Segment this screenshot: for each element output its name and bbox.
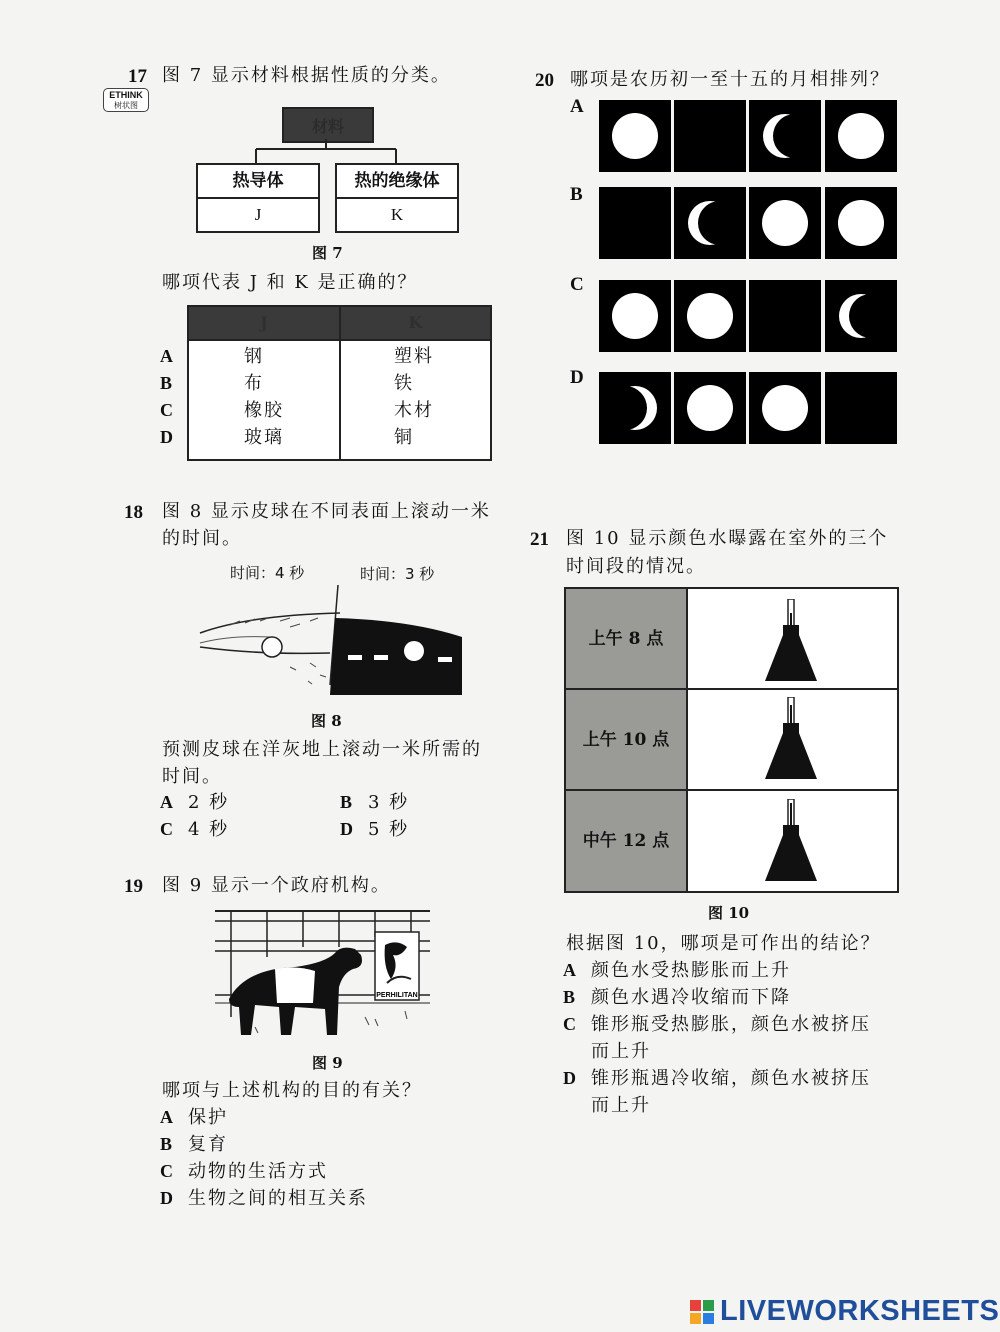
table-divider <box>339 339 341 459</box>
q17-row-c[interactable] <box>160 397 188 424</box>
option-letter: B <box>160 1134 175 1154</box>
q20-letter-b[interactable]: B <box>570 184 583 205</box>
row-c-k: 木材 <box>394 400 434 421</box>
row-b-k: 铁 <box>394 373 414 394</box>
moon-phase-full <box>749 187 821 259</box>
row-letter: B <box>160 373 175 393</box>
full-moon-shape <box>612 293 658 339</box>
option-letter: D <box>563 1068 578 1088</box>
q18-number: 18 <box>124 502 143 523</box>
option-letter: B <box>563 987 578 1007</box>
row-divider-1 <box>566 688 897 690</box>
full-moon-shape <box>612 113 658 159</box>
q21-text1: 图 10 显示颜色水曝露在室外的三个 <box>566 528 889 549</box>
diagram-root: 材料 <box>282 107 374 143</box>
full-moon-shape <box>687 385 733 431</box>
moon-phase-new <box>599 187 671 259</box>
fig10-table <box>564 587 899 893</box>
time-12pm: 中午 12 点 <box>582 831 670 851</box>
row-a-k: 塑料 <box>394 346 434 367</box>
option-letter: C <box>160 819 175 839</box>
q21-option-c-line2: 而上升 <box>591 1041 651 1062</box>
q17-row-a[interactable] <box>160 343 188 370</box>
q17-table <box>187 305 492 461</box>
moon-phase-new <box>749 280 821 352</box>
option-letter: C <box>563 1014 578 1034</box>
option-letter: D <box>340 819 355 839</box>
crescent-shadow <box>849 294 893 338</box>
row-d-k: 铜 <box>394 427 414 448</box>
option-text: 动物的生活方式 <box>188 1161 328 1182</box>
left-val: J <box>254 205 262 224</box>
full-moon-shape <box>838 113 884 159</box>
option-text: 颜色水受热膨胀而上升 <box>591 960 791 981</box>
liveworksheets-watermark <box>690 1295 999 1328</box>
time-left: 时间：4 秒 <box>230 564 305 582</box>
moon-phase-full <box>674 280 746 352</box>
moon-phase-full <box>599 100 671 172</box>
row-d-j: 玻璃 <box>244 427 284 448</box>
option-text: 锥形瓶受热膨胀，颜色水被挤压 <box>591 1014 871 1035</box>
moon-phase-crescent-right <box>825 280 897 352</box>
logo-line1: ETHINK <box>109 90 143 100</box>
col-divider <box>686 589 688 891</box>
header-j: J <box>189 307 341 339</box>
liveworksheets-logo-icon <box>690 1300 714 1324</box>
full-moon-shape <box>762 385 808 431</box>
full-moon-shape <box>838 200 884 246</box>
flask-icon-2 <box>761 697 821 781</box>
moon-phase-crescent-right <box>674 187 746 259</box>
row-letter: C <box>160 400 175 420</box>
right-val: K <box>390 205 404 224</box>
row-divider-2 <box>566 789 897 791</box>
diagram-left-box <box>196 163 320 233</box>
q17-prompt: 哪项代表 J 和 K 是正确的？ <box>162 272 418 293</box>
right-head: 热的绝缘体 <box>337 165 457 199</box>
fig7-caption: 图 7 <box>312 244 343 262</box>
moon-phase-new <box>674 100 746 172</box>
option-text: 3 秒 <box>368 792 410 813</box>
q19-option-c[interactable] <box>160 1158 328 1185</box>
q21-number: 21 <box>530 529 549 550</box>
moon-phase-full <box>674 372 746 444</box>
moon-phase-crescent-right <box>749 100 821 172</box>
q19-number: 19 <box>124 876 143 897</box>
q18-option-d[interactable] <box>340 816 409 843</box>
option-letter: A <box>160 1107 175 1127</box>
option-letter: A <box>160 792 175 812</box>
q18-option-b[interactable] <box>340 789 409 816</box>
option-letter: B <box>340 792 355 812</box>
q21-option-a[interactable] <box>563 957 791 984</box>
moon-phase-new <box>825 372 897 444</box>
q20-number: 20 <box>535 70 554 91</box>
full-moon-shape <box>762 200 808 246</box>
fig10-caption: 图 10 <box>708 904 750 922</box>
option-text: 2 秒 <box>188 792 230 813</box>
q21-option-d[interactable] <box>563 1065 871 1092</box>
row-a-j: 钢 <box>244 346 264 367</box>
flask-icon-1 <box>761 599 821 683</box>
option-text: 颜色水遇冷收缩而下降 <box>591 987 791 1008</box>
time-8am: 上午 8 点 <box>588 629 664 649</box>
row-letter: D <box>160 427 175 447</box>
q21-option-d-line2: 而上升 <box>591 1095 651 1116</box>
option-text: 复育 <box>188 1134 228 1155</box>
header-k: K <box>408 313 423 332</box>
q21-prompt: 根据图 10，哪项是可作出的结论？ <box>566 933 881 954</box>
q20-text: 哪项是农历初一至十五的月相排列？ <box>570 69 890 90</box>
option-text: 生物之间的相互关系 <box>188 1188 368 1209</box>
option-letter: A <box>563 960 578 980</box>
full-moon-shape <box>687 293 733 339</box>
q17-row-d[interactable] <box>160 424 188 451</box>
row-letter: A <box>160 346 175 366</box>
q21-option-b[interactable] <box>563 984 791 1011</box>
row-c-j: 橡胶 <box>244 400 284 421</box>
q18-text1: 图 8 显示皮球在不同表面上滚动一米 <box>162 501 491 522</box>
q18-prompt2: 时间。 <box>162 766 222 787</box>
option-text: 4 秒 <box>188 819 230 840</box>
logo-line2: 树状图 <box>114 101 138 110</box>
fig8-caption: 图 8 <box>311 712 342 730</box>
sign-text: PERHILITAN <box>376 992 418 999</box>
crescent-shadow <box>698 201 742 245</box>
q20-letter-c[interactable]: C <box>570 274 584 295</box>
flask-icon-3 <box>761 799 821 883</box>
q18-option-a[interactable] <box>160 789 229 816</box>
time-10am: 上午 10 点 <box>582 730 670 750</box>
q20-letter-a[interactable]: A <box>570 96 584 117</box>
q19-prompt: 哪项与上述机构的目的有关？ <box>162 1080 422 1101</box>
option-text: 保护 <box>188 1107 228 1128</box>
q19-option-a[interactable] <box>160 1104 228 1131</box>
row-b-j: 布 <box>244 373 264 394</box>
time-right: 时间：3 秒 <box>360 565 435 583</box>
moon-phase-crescent-left <box>599 372 671 444</box>
q17-table-header <box>189 307 490 341</box>
q19-option-b[interactable] <box>160 1131 228 1158</box>
option-text: 锥形瓶遇冷收缩，颜色水被挤压 <box>591 1068 871 1089</box>
ethink-logo <box>103 88 149 112</box>
moon-phase-full <box>749 372 821 444</box>
tapir-illustration <box>215 907 430 1042</box>
ball-rolling-illustration <box>190 585 465 695</box>
fig9-caption: 图 9 <box>312 1054 343 1072</box>
q18-text2: 的时间。 <box>162 528 242 549</box>
moon-phase-full <box>599 280 671 352</box>
q20-letter-d[interactable]: D <box>570 367 584 388</box>
q18-prompt1: 预测皮球在洋灰地上滚动一米所需的 <box>162 739 482 760</box>
option-letter: C <box>160 1161 175 1181</box>
left-head: 热导体 <box>198 165 318 199</box>
q19-option-d[interactable] <box>160 1185 368 1212</box>
option-letter: D <box>160 1188 175 1208</box>
option-text: 5 秒 <box>368 819 410 840</box>
q17-text: 图 7 显示材料根据性质的分类。 <box>162 65 451 86</box>
q18-option-c[interactable] <box>160 816 229 843</box>
moon-phase-full <box>825 187 897 259</box>
watermark-text: LIVEWORKSHEETS <box>720 1295 1000 1327</box>
q21-option-c[interactable] <box>563 1011 871 1038</box>
moon-phase-full <box>825 100 897 172</box>
q21-text2: 时间段的情况。 <box>566 556 706 577</box>
crescent-shadow <box>773 114 817 158</box>
q19-text: 图 9 显示一个政府机构。 <box>162 875 391 896</box>
diagram-right-box <box>335 163 459 233</box>
q17-row-b[interactable] <box>160 370 188 397</box>
crescent-shadow <box>603 386 647 430</box>
q17-number: 17 <box>128 66 147 87</box>
